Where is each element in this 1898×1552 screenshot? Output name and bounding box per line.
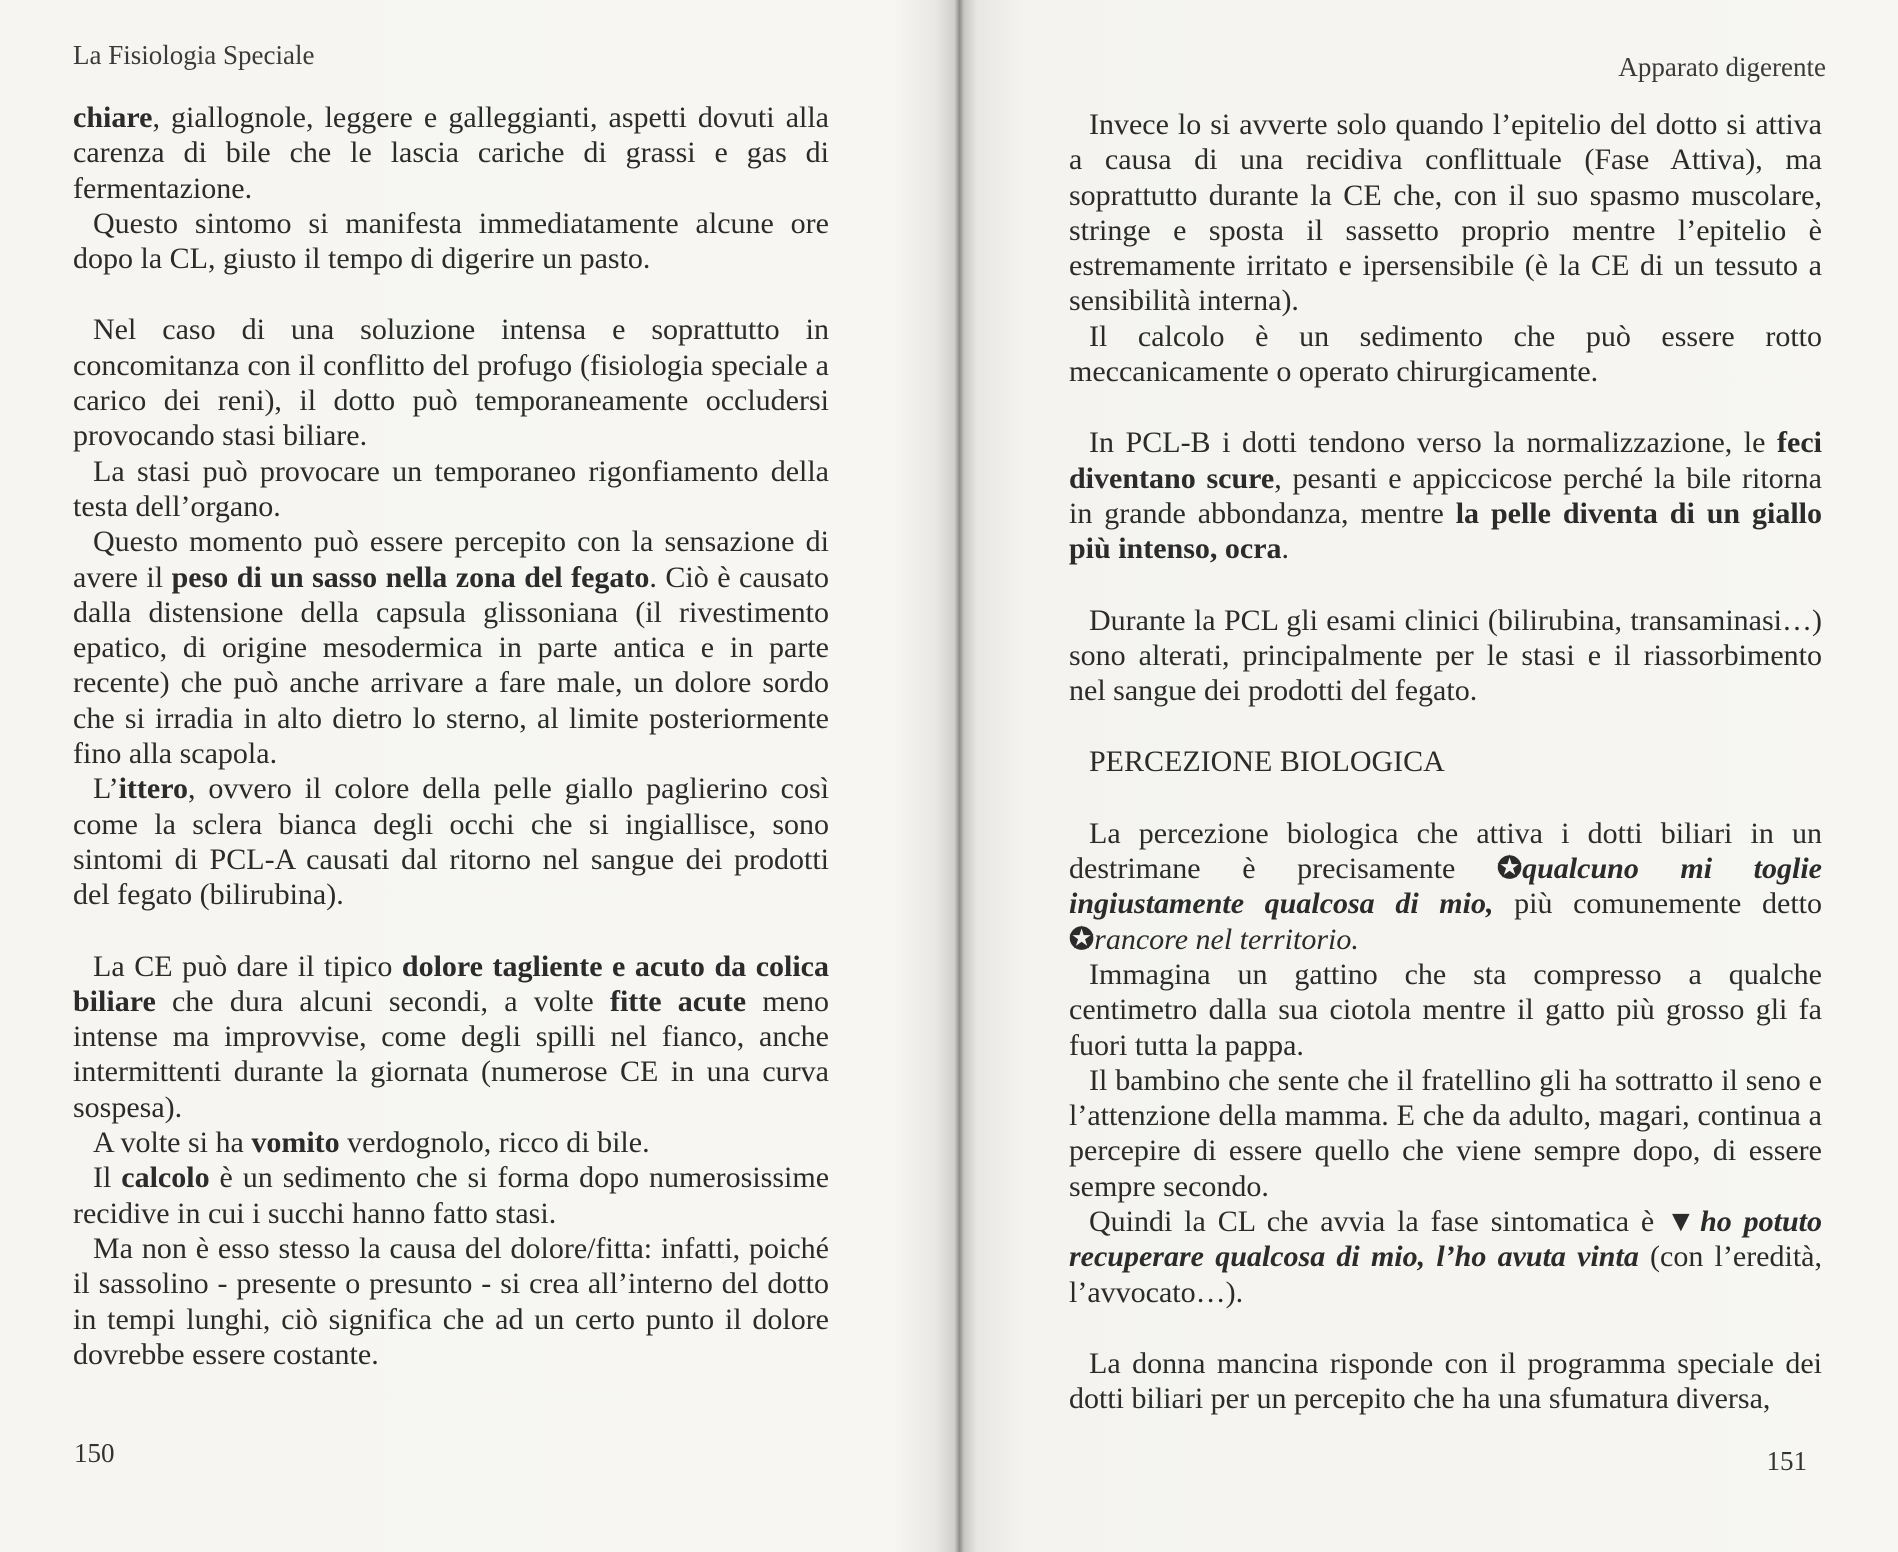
star-circle-icon: ✪ bbox=[1496, 852, 1523, 886]
text-run: più comunemente detto bbox=[1493, 887, 1822, 921]
bold-text: vomito bbox=[251, 1126, 340, 1160]
section-heading bbox=[1069, 744, 1822, 779]
text-run: , ovvero il colore della pelle giallo paglierino così come la sclera bianca degli occhi che si ingiallisce, sono sintomi di PCL-A causati dal ritorno nel sangue dei prodotti del fegato (bilirubina). bbox=[73, 772, 829, 912]
text-run: . Ciò è causato dalla distensione della capsula glissoniana (il rivestimento epatico, di origine mesodermica in parte antica e in parte recente) che può anche arrivare a fare male, un dolore sordo che si irradia in alto dietro lo sterno, al limite posteriormente fino alla scapola. bbox=[73, 560, 830, 771]
page-number-left: 150 bbox=[74, 1438, 115, 1468]
paragraph-gap bbox=[1069, 567, 1822, 603]
text-run: A volte si ha bbox=[93, 1126, 252, 1160]
paragraph bbox=[73, 312, 829, 453]
paragraph bbox=[73, 524, 829, 771]
paragraph bbox=[73, 100, 829, 206]
text-run: Il calcolo è un sedimento che può essere rotto meccanicamente o operato chirurgicamente. bbox=[1069, 319, 1822, 389]
text-run: PERCEZIONE BIOLOGICA bbox=[1089, 745, 1445, 779]
paragraph bbox=[1069, 1346, 1822, 1417]
right-page bbox=[950, 0, 1898, 1552]
bold-italic-text: ho potuto recuperare qualcosa di mio, l’ho avuta vinta bbox=[1069, 1205, 1822, 1274]
bold-text: fitte acute bbox=[609, 984, 747, 1018]
text-run: meno intense ma improvvise, come degli spilli nel fianco, anche intermittenti durante la giornata (numerose CE in una curva sospesa). bbox=[73, 984, 829, 1124]
text-run: Il bambino che sente che il fratellino gli ha sottratto il seno e l’attenzione della mamma. E che da adulto, magari, continua a percepire di essere quello che viene sempre dopo, di essere sempre secondo. bbox=[1069, 1063, 1822, 1203]
paragraph bbox=[73, 1125, 829, 1160]
paragraph-gap bbox=[1069, 708, 1822, 744]
paragraph-gap bbox=[1069, 1310, 1822, 1346]
text-run: , giallognole, leggere e galleggianti, aspetti dovuti alla carenza di bile che le lascia cariche di grassi e gas di fermentazione. bbox=[73, 101, 829, 205]
text-run: Durante la PCL gli esami clinici (bilirubina, transaminasi…) sono alterati, principalmente per le stasi e il riassorbimento nel sangue dei prodotti del fegato. bbox=[1069, 603, 1822, 708]
running-head-right: Apparato digerente bbox=[1618, 52, 1826, 82]
bold-text: chiare bbox=[73, 101, 153, 134]
paragraph-gap bbox=[73, 913, 829, 949]
paragraph-gap bbox=[73, 276, 829, 312]
triangle-down-icon: ▼ bbox=[1666, 1205, 1701, 1239]
text-run: , pesanti e appiccicose perché la bile ritorna in grande abbondanza, mentre bbox=[1069, 461, 1822, 530]
text-run: (con l’eredità, l’avvocato…). bbox=[1069, 1240, 1822, 1309]
paragraph-gap bbox=[1069, 780, 1822, 816]
text-run: La stasi può provocare un temporaneo rigonfiamento della testa dell’organo. bbox=[73, 454, 829, 523]
text-run: . bbox=[1281, 532, 1290, 566]
paragraph bbox=[73, 206, 829, 277]
text-run: Il bbox=[93, 1161, 122, 1195]
right-page-body bbox=[1069, 107, 1822, 1417]
text-run: In PCL-B i dotti tendono verso la normalizzazione, le bbox=[1089, 426, 1778, 460]
italic-text: rancore nel territorio. bbox=[1094, 922, 1359, 956]
bold-text: feci diventano scure bbox=[1069, 426, 1822, 495]
paragraph bbox=[1069, 603, 1822, 709]
paragraph bbox=[1069, 1063, 1822, 1204]
text-run: verdognolo, ricco di bile. bbox=[339, 1126, 650, 1160]
text-run: L’ bbox=[93, 772, 119, 806]
text-run: Immagina un gattino che sta compresso a qualche centimetro dalla sua ciotola mentre il gatto più grosso gli fa fuori tutta la pappa. bbox=[1069, 957, 1822, 1062]
running-head-left: La Fisiologia Speciale bbox=[73, 40, 315, 70]
text-run: Questo sintomo si manifesta immediatamente alcune ore dopo la CL, giusto il tempo di digerire un pasto. bbox=[73, 206, 829, 276]
text-run: La CE può dare il tipico bbox=[93, 949, 402, 983]
paragraph bbox=[1069, 1204, 1822, 1310]
text-run: La donna mancina risponde con il programma speciale dei dotti biliari per un percepito che ha una sfumatura diversa, bbox=[1069, 1346, 1822, 1416]
paragraph bbox=[73, 1231, 829, 1372]
paragraph bbox=[1069, 107, 1822, 319]
paragraph-gap bbox=[1069, 389, 1822, 425]
text-run: Quindi la CL che avvia la fase sintomatica è bbox=[1089, 1205, 1667, 1239]
bold-text: la pelle diventa di un giallo più intenso, ocra bbox=[1069, 496, 1822, 566]
page-number-right: 151 bbox=[1766, 1446, 1807, 1476]
bold-text: ittero bbox=[118, 772, 188, 806]
bold-text: calcolo bbox=[121, 1161, 210, 1195]
paragraph bbox=[1069, 425, 1822, 566]
star-circle-icon: ✪ bbox=[1069, 922, 1095, 956]
left-page-body bbox=[73, 100, 829, 1372]
text-run: Questo momento può essere percepito con la sensazione di avere il bbox=[73, 525, 829, 594]
text-run: che dura alcuni secondi, a volte bbox=[155, 984, 610, 1018]
left-page bbox=[0, 0, 940, 1552]
bold-text: peso di un sasso nella zona del fegato bbox=[171, 560, 650, 594]
text-run: La percezione biologica che attiva i dotti biliari in un destrimane è precisamente bbox=[1069, 816, 1822, 886]
paragraph bbox=[73, 949, 829, 1125]
bold-text: dolore tagliente e acuto da colica biliare bbox=[73, 949, 829, 1018]
text-run: Nel caso di una soluzione intensa e soprattutto in concomitanza con il conflitto del profugo (fisiologia speciale a carico dei reni), il dotto può temporaneamente occludersi provocando stasi biliare. bbox=[73, 313, 829, 453]
text-run: Ma non è esso stesso la causa del dolore/fitta: infatti, poiché il sassolino - presente o presunto - si crea all’interno del dotto in tempi lunghi, ciò significa che ad un certo punto il dolore dovrebbe essere costante. bbox=[73, 1231, 829, 1371]
paragraph bbox=[73, 454, 829, 525]
paragraph bbox=[1069, 957, 1822, 1063]
text-run: è un sedimento che si forma dopo numerosissime recidive in cui i succhi hanno fatto stasi. bbox=[73, 1161, 830, 1230]
paragraph bbox=[1069, 319, 1822, 390]
paragraph bbox=[73, 771, 829, 912]
paragraph bbox=[73, 1160, 829, 1231]
paragraph bbox=[1069, 816, 1822, 957]
bold-italic-text: qualcuno mi toglie ingiustamente qualcosa di mio, bbox=[1069, 852, 1822, 921]
text-run: Invece lo si avverte solo quando l’epitelio del dotto si attiva a causa di una recidiva conflittuale (Fase Attiva), ma soprattutto durante la CE che, con il suo spasmo muscolare, stringe e sposta il sassetto proprio mentre l’epitelio è estremamente irritato e ipersensibile (è la CE di un tessuto a sensibilità interna). bbox=[1069, 108, 1822, 318]
